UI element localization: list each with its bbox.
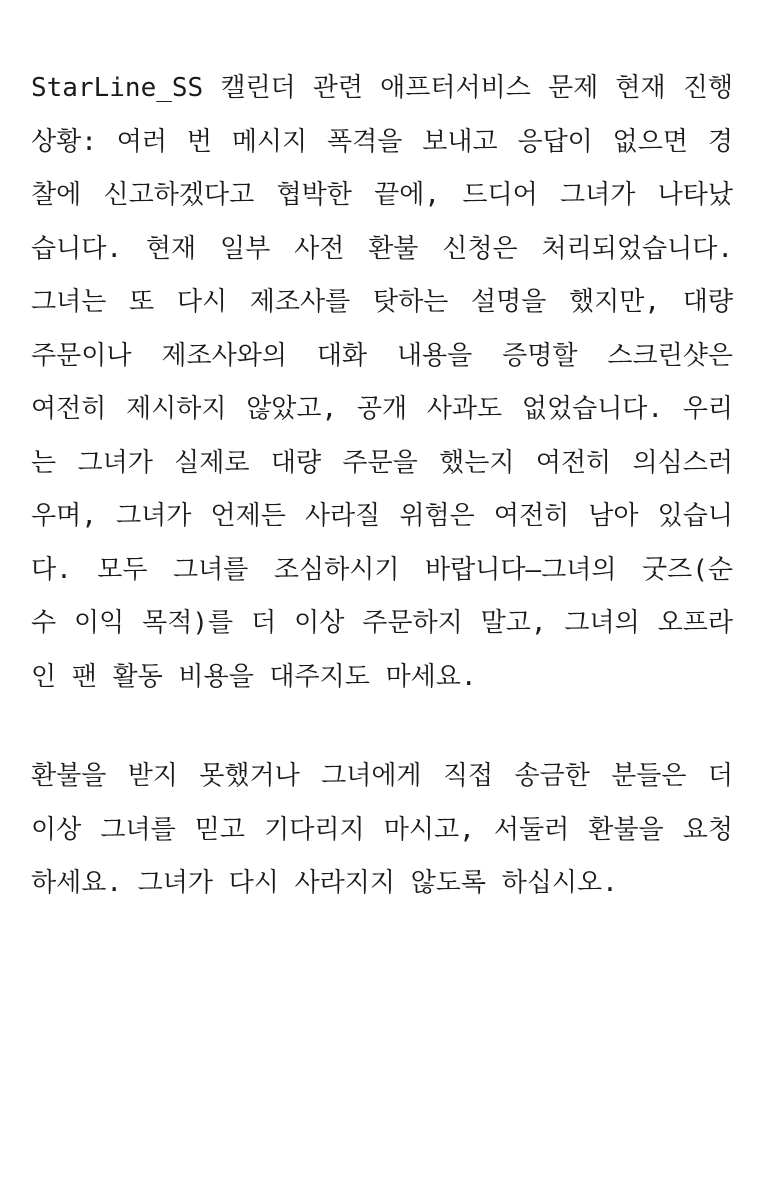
paragraph-line: 인 팬 활동 비용을 대주지도 마세요. (31, 661, 477, 692)
paragraph-line: 이상 그녀를 믿고 기다리지 마시고, 서둘러 환불을 요청 (31, 814, 733, 845)
paragraph-line: StarLine_SS 캘린더 관련 애프터서비스 문제 현재 진행 (31, 73, 733, 103)
paragraph-line: 환불을 받지 못했거나 그녀에게 직접 송금한 분들은 더 (31, 761, 733, 791)
paragraph-line: 하세요. 그녀가 다시 사라지지 않도록 하십시오. (31, 868, 618, 898)
paragraph-line: 찰에 신고하겠다고 협박한 끝에, 드디어 그녀가 나타났 (31, 180, 733, 210)
paragraph-line: 습니다. 현재 일부 사전 환불 신청은 처리되었습니다. (31, 233, 733, 264)
paragraph-line: 우며, 그녀가 언제든 사라질 위험은 여전히 남아 있습니 (31, 501, 733, 531)
paragraph-line: 다. 모두 그녀를 조심하시기 바랍니다—그녀의 굿즈(순 (31, 554, 733, 585)
paragraph-line: 상황: 여러 번 메시지 폭격을 보내고 응답이 없으면 경 (31, 126, 733, 157)
paragraph-refund-notice (31, 750, 733, 911)
paragraph-line: 수 이익 목적)를 더 이상 주문하지 말고, 그녀의 오프라 (31, 608, 733, 638)
paragraph-line: 는 그녀가 실제로 대량 주문을 했는지 여전히 의심스러 (31, 447, 733, 478)
paragraph-line: 주문이나 제조사와의 대화 내용을 증명할 스크린샷은 (31, 340, 733, 371)
paragraph-line: 여전히 제시하지 않았고, 공개 사과도 없었습니다. 우리 (31, 394, 733, 424)
paragraph-line: 그녀는 또 다시 제조사를 탓하는 설명을 했지만, 대량 (31, 287, 733, 317)
paragraph-status-update (31, 62, 733, 704)
